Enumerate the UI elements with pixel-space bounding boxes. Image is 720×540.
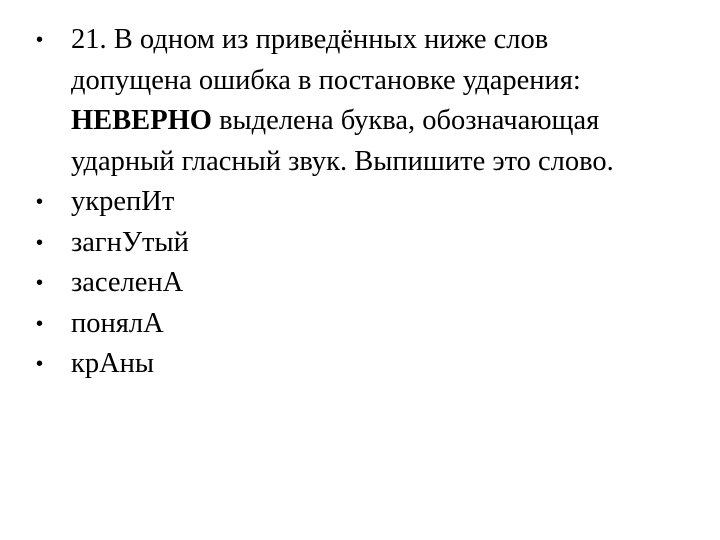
question-text-part2: выделена буква, обозначающая ударный гласный звук. Выпишите это слово. bbox=[71, 105, 614, 177]
bullet-icon: • bbox=[36, 312, 44, 335]
option-item bbox=[36, 304, 676, 345]
question-text-part1: 21. В одном из приведённых ниже слов допущена ошибка в постановке ударения: bbox=[71, 24, 581, 96]
bullet-icon: • bbox=[36, 272, 44, 294]
bullet-icon: • bbox=[36, 191, 44, 213]
option-text: понялА bbox=[71, 307, 164, 339]
option-item bbox=[36, 182, 676, 223]
question-text-bold: НЕВЕРНО bbox=[71, 105, 212, 136]
option-text: крАны bbox=[71, 348, 155, 379]
bullet-icon: • bbox=[36, 29, 44, 51]
option-text: заселенА bbox=[71, 267, 184, 298]
bullet-icon: • bbox=[36, 353, 44, 375]
bullet-icon: • bbox=[36, 231, 44, 254]
option-item bbox=[36, 263, 676, 304]
bullet-list bbox=[36, 20, 676, 385]
option-text: загнУтый bbox=[71, 226, 189, 258]
option-item bbox=[36, 344, 676, 385]
option-item bbox=[36, 223, 676, 264]
option-text: укрепИт bbox=[71, 186, 175, 217]
question-item bbox=[36, 20, 676, 182]
